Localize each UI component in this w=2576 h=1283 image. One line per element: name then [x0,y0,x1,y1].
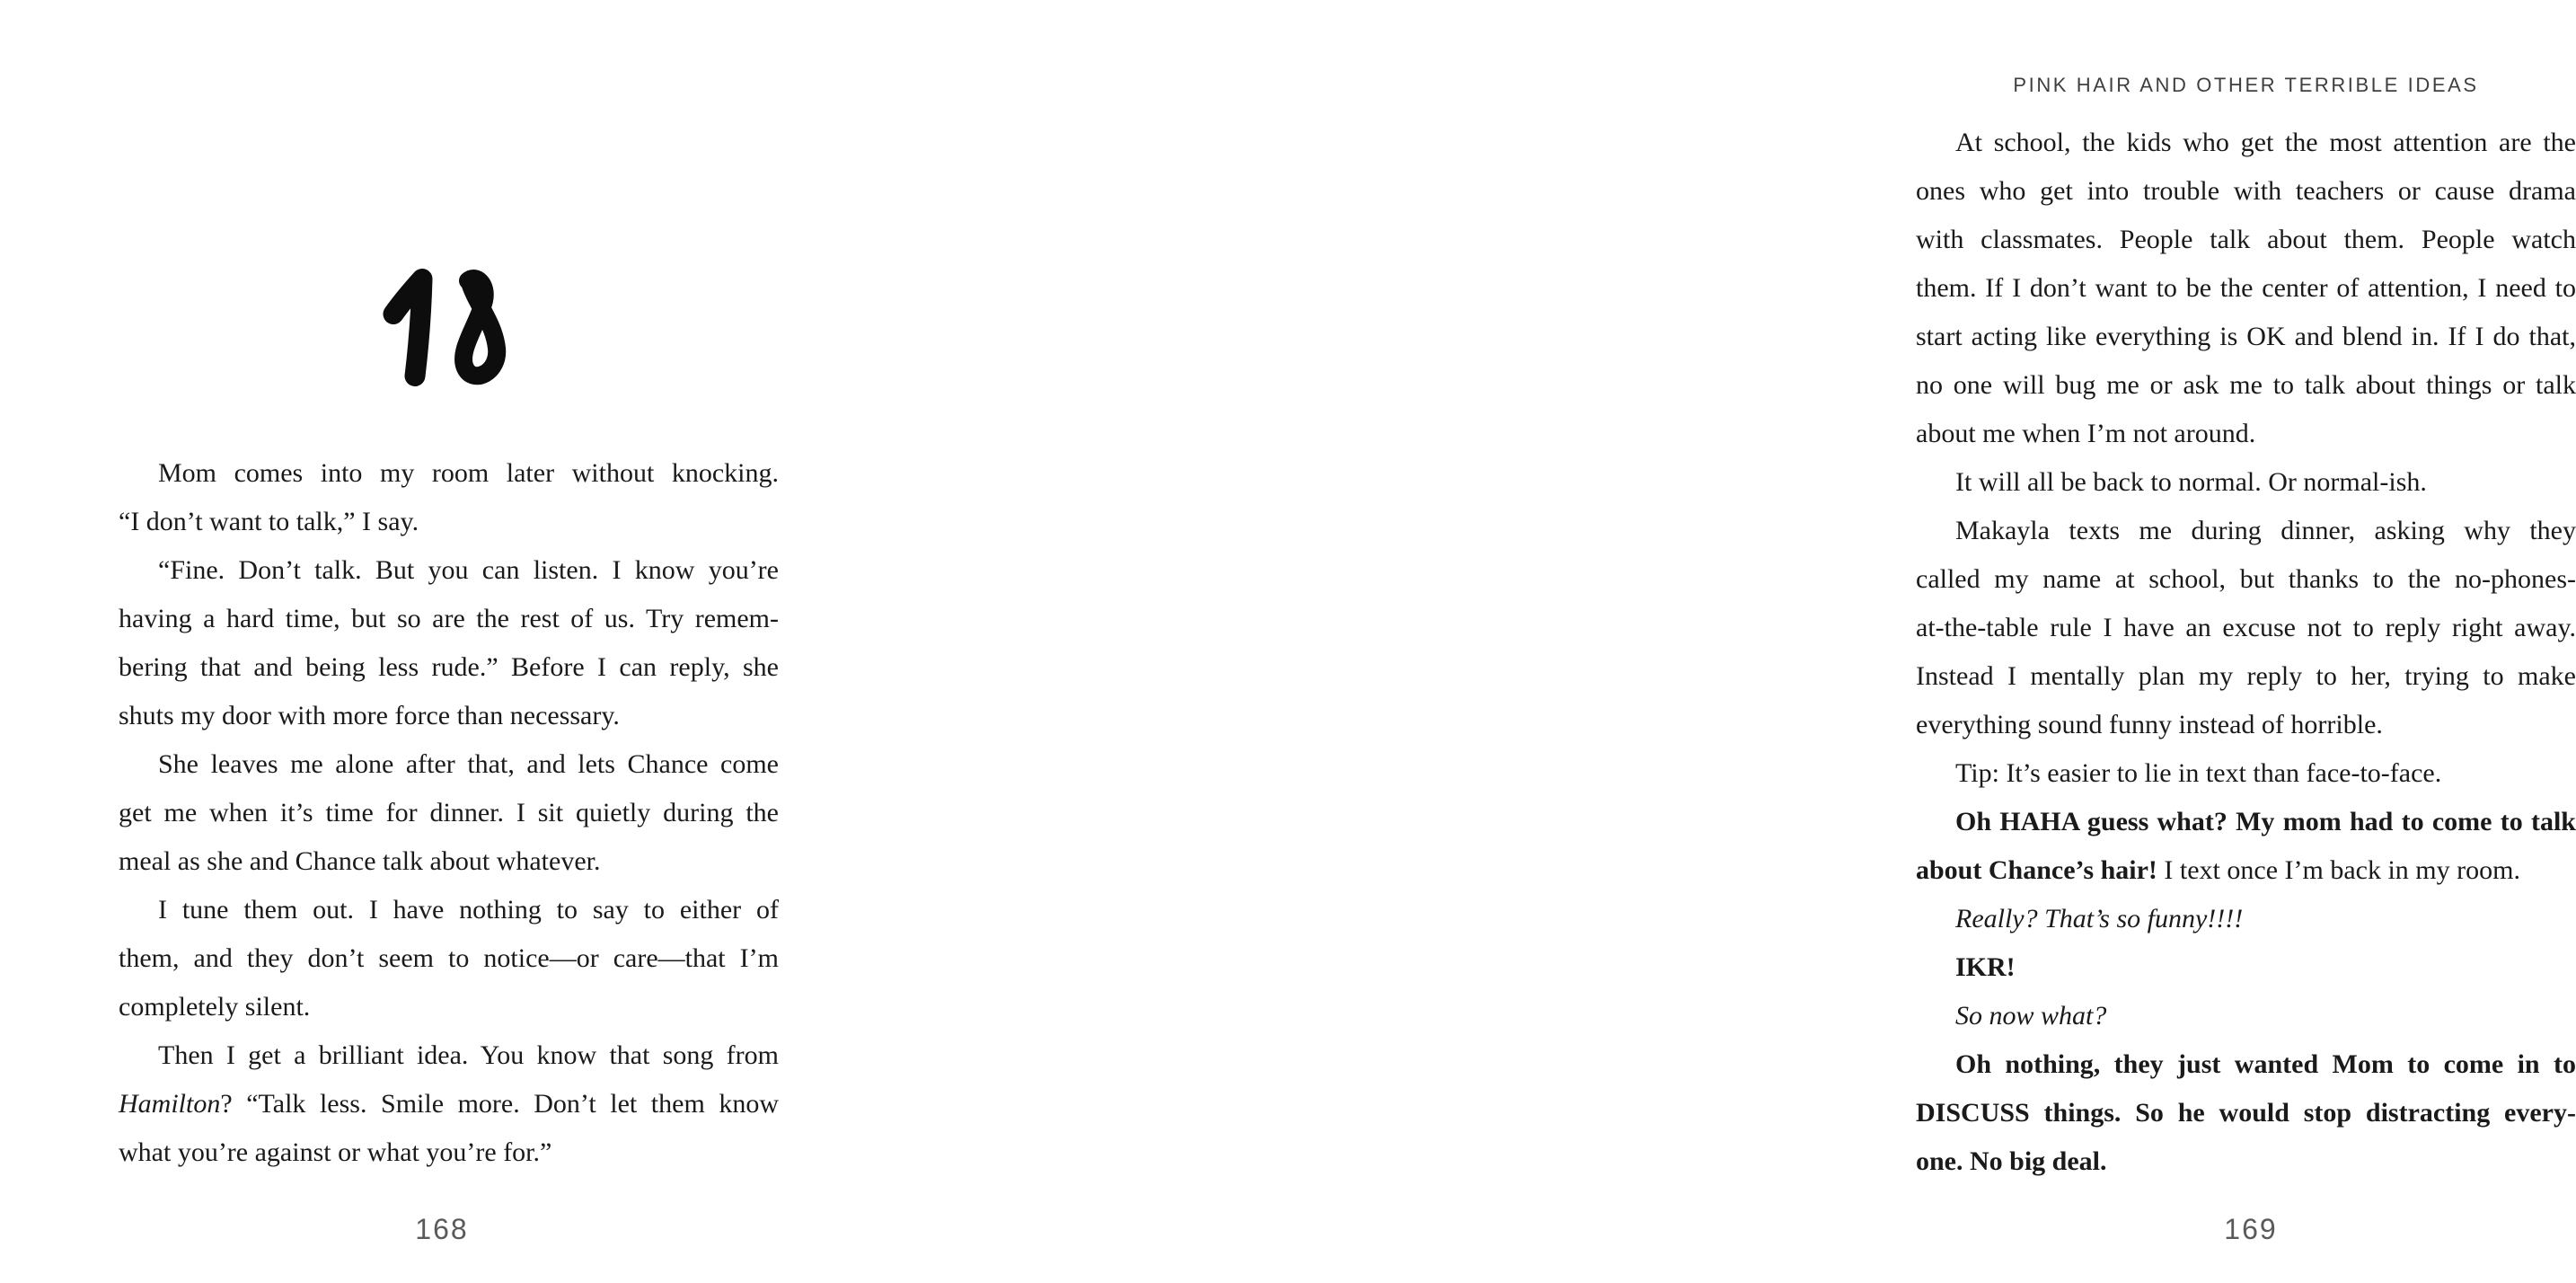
text-line: Mom comes into my room later without knocking. [158,458,779,488]
text-line: with classmates. People talk about them. People watch [1916,225,2576,254]
text-line: called my name at school, but thanks to the no-phones- [1916,564,2576,594]
text-line: having a hard time, but so are the rest of us. Try remem- [119,604,779,633]
text-line: Really? That’s so funny!!!! [1955,904,2244,933]
text-line: Oh nothing, they just wanted Mom to come in to [1955,1049,2576,1079]
text-line: Instead I mentally plan my reply to her, trying to make [1916,661,2576,691]
text-line: DISCUSS things. So he would stop distracting every- [1916,1098,2576,1128]
text-line: meal as she and Chance talk about whatever. [119,846,601,876]
text-line: at-the-table rule I have an excuse not to reply right away. [1916,613,2576,642]
text-line: ones who get into trouble with teachers or cause drama [1916,176,2576,206]
text-line: bering that and being less rude.” Before I can reply, she [119,652,779,682]
text-line: about Chance’s hair! I text once I’m back in my room. [1916,855,2520,885]
text-line: IKR! [1955,952,2016,982]
text-line: So now what? [1955,1001,2107,1031]
text-line: “I don’t want to talk,” I say. [119,507,419,536]
text-line: them. If I don’t want to be the center of attention, I need to [1916,273,2576,303]
text-line: what you’re against or what you’re for.” [119,1137,552,1167]
text-line: everything sound funny instead of horrible. [1916,710,2383,739]
text-line: She leaves me alone after that, and lets Chance come [158,749,779,779]
text-line: At school, the kids who get the most attention are the [1955,128,2576,157]
running-header: PINK HAIR AND OTHER TERRIBLE IDEAS [2013,74,2479,96]
text-line: I tune them out. I have nothing to say to either of [158,895,779,925]
text-line: get me when it’s time for dinner. I sit quietly during the [119,798,779,827]
text-line: them, and they don’t seem to notice—or care—that I’m [119,943,779,973]
text-line: start acting like everything is OK and blend in. If I do that, [1916,322,2576,351]
chapter-heading [383,266,508,390]
text-line: one. No big deal. [1916,1146,2107,1176]
text-line: Makayla texts me during dinner, asking why they [1955,516,2576,545]
left-page [0,0,898,1283]
text-line: completely silent. [119,992,311,1022]
text-line: Tip: It’s easier to lie in text than face-to-face. [1955,758,2442,788]
text-line: shuts my door with more force than necessary. [119,701,620,730]
text-line: Then I get a brilliant idea. You know that song from [158,1040,779,1070]
text-line: “Fine. Don’t talk. But you can listen. I know you’re [158,555,779,585]
text-line: no one will bug me or ask me to talk about things or talk [1916,370,2576,400]
right-page [898,0,2576,1283]
page-number-left: 168 [415,1213,469,1245]
text-line: It will all be back to normal. Or normal-ish. [1955,467,2427,497]
chapter-number-graphic [383,266,508,390]
text-line: Oh HAHA guess what? My mom had to come to talk [1955,807,2576,836]
text-line: Hamilton? “Talk less. Smile more. Don’t let them know [119,1089,779,1119]
body-text-left [119,449,779,1177]
page-number-right: 169 [2224,1213,2278,1245]
body-text-right [1916,119,2576,1186]
text-line: about me when I’m not around. [1916,419,2256,448]
